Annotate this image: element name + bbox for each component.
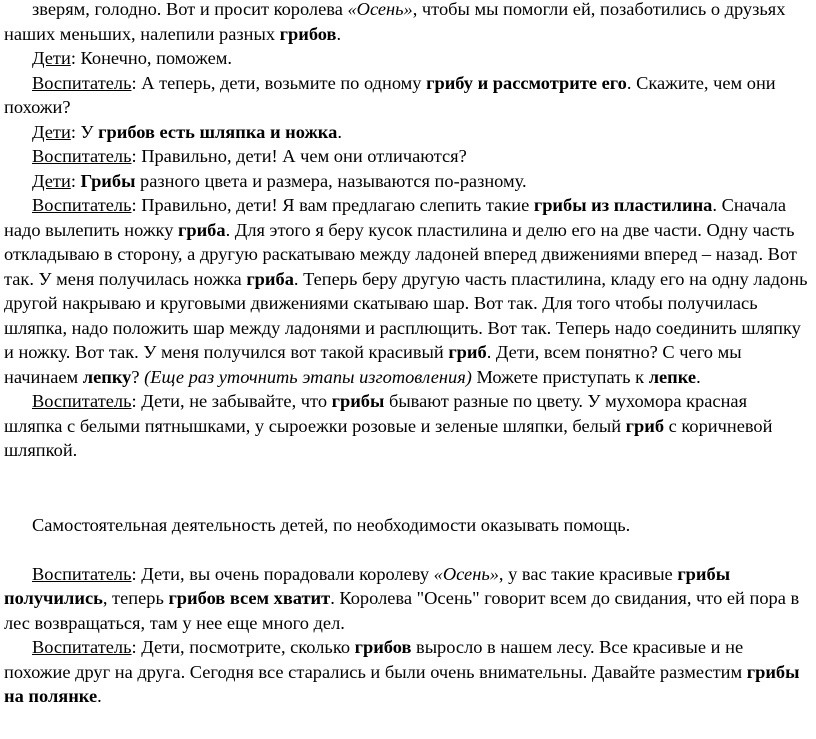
bold-term: лепку <box>82 366 132 387</box>
text-run: : Конечно, поможем. <box>70 48 233 68</box>
bold-term: грибы получились <box>4 563 731 608</box>
bold-term: грибов <box>354 637 412 657</box>
text-run: : Правильно, дети! А чем они отличаются? <box>131 146 467 166</box>
bold-term: грибов есть шляпка и ножка <box>98 121 338 142</box>
bold-term: Грибы <box>80 170 136 191</box>
text-run: выросло в нашем лесу. Все красивые и не похожие друг на друга. Сегодня все старались и были очень внимательны. Давайте разместим <box>4 637 747 682</box>
text-run: . <box>97 686 102 706</box>
text-run: . Для этого я беру кусок пластилина и делю его на две части. Одну часть откладываю в сторону, а другую раскатываю между ладоней вперед движениями вперед – назад. Вот так. У меня получилась ножка <box>4 219 797 289</box>
bold-term: грибов <box>279 23 337 44</box>
text-run: . Теперь беру другую часть пластилина, кладу его на одну ладонь другой накрываю и круговыми движениями скатываю шар. Вот так. Для того чтобы получилась шляпка, надо положить шар между ладонями и расплющить. Вот так. Теперь надо соединить шляпку и ножку. Вот так. У меня получился вот такой красивый <box>4 268 808 362</box>
italic-phrase: «Осень» <box>347 0 413 19</box>
text-run: ? <box>131 366 145 387</box>
speaker-label: Воспитатель <box>32 146 132 166</box>
bold-term: грибы из пластилина <box>533 195 713 215</box>
paragraph-p9 <box>4 513 810 538</box>
bold-term: гриб <box>625 415 665 436</box>
speaker-label: Воспитатель <box>32 72 132 93</box>
paragraph-spacer <box>4 537 810 562</box>
text-run: с коричневой шляпкой. <box>4 415 773 460</box>
paragraph-p1 <box>4 0 810 46</box>
text-run: , чтобы мы помогли ей, позаботились о друзьях наших меньших, налепили разных <box>4 0 786 44</box>
text-run: : Правильно, дети! Я вам предлагаю слепить такие <box>131 195 534 215</box>
bold-term: грибов всем хватит <box>168 588 331 608</box>
paragraph-p2 <box>4 46 810 71</box>
text-run: бывают разные по цвету. У мухомора красная шляпка с белыми пятнышками, у сыроежки розовые и зеленые шляпки, белый <box>4 391 748 436</box>
text-run: зверям, голодно. Вот и просит королева <box>32 0 348 19</box>
text-run: Самостоятельная деятельность детей, по необходимости оказывать помощь. <box>32 514 631 535</box>
text-run: : Дети, вы очень порадовали королеву <box>131 563 434 584</box>
bold-term: грибу и рассмотрите его <box>426 72 627 93</box>
paragraph-p10 <box>4 562 810 636</box>
paragraph-p5 <box>4 144 810 169</box>
paragraph-p11 <box>4 635 810 709</box>
text-run: . <box>696 366 701 387</box>
document-body <box>4 0 810 709</box>
paragraph-p6 <box>4 169 810 194</box>
paragraph-p4 <box>4 120 810 145</box>
text-run: . Дети, всем понятно? С чего мы начинаем <box>4 342 742 387</box>
text-run: . <box>336 23 342 44</box>
text-run: . Скажите, чем они похожи? <box>4 72 776 117</box>
text-run: , теперь <box>102 588 169 608</box>
text-run: : <box>70 170 81 191</box>
paragraph-p3 <box>4 71 810 120</box>
paragraph-p8 <box>4 389 810 463</box>
text-run: . Королева "Осень" говорит всем до свидания, что ей пора в лес возвращаться, там у нее еще много дел. <box>4 588 800 633</box>
text-run: : А теперь, дети, возьмите по одному <box>131 72 427 93</box>
speaker-label: Воспитатель <box>32 637 132 657</box>
text-run: , у вас такие красивые <box>498 563 678 584</box>
speaker-label: Воспитатель <box>32 563 132 584</box>
bold-term: гриб <box>448 342 487 362</box>
bold-term: грибы <box>331 391 385 411</box>
bold-term: лепке <box>648 366 697 387</box>
text-run: : Дети, посмотрите, сколько <box>131 637 355 657</box>
italic-phrase: (Еще раз уточнить этапы изготовления) <box>144 366 472 387</box>
italic-phrase: «Осень» <box>433 563 499 584</box>
speaker-label: Воспитатель <box>32 391 132 411</box>
text-run: : Дети, не забывайте, что <box>131 391 332 411</box>
text-run: : У <box>70 121 99 142</box>
text-run: . <box>337 121 342 142</box>
speaker-label: Дети <box>32 121 71 142</box>
bold-term: грибы на полянке <box>4 661 800 706</box>
paragraph-spacer <box>4 463 810 513</box>
paragraph-p7 <box>4 193 810 389</box>
speaker-label: Дети <box>32 48 71 68</box>
text-run: . Сначала надо вылепить ножку <box>4 195 787 240</box>
text-run: Можете приступать к <box>471 366 649 387</box>
bold-term: гриба <box>178 219 226 240</box>
speaker-label: Дети <box>32 170 71 191</box>
bold-term: гриба <box>246 268 294 289</box>
speaker-label: Воспитатель <box>32 195 132 215</box>
text-run: разного цвета и размера, называются по-разному. <box>135 170 527 191</box>
